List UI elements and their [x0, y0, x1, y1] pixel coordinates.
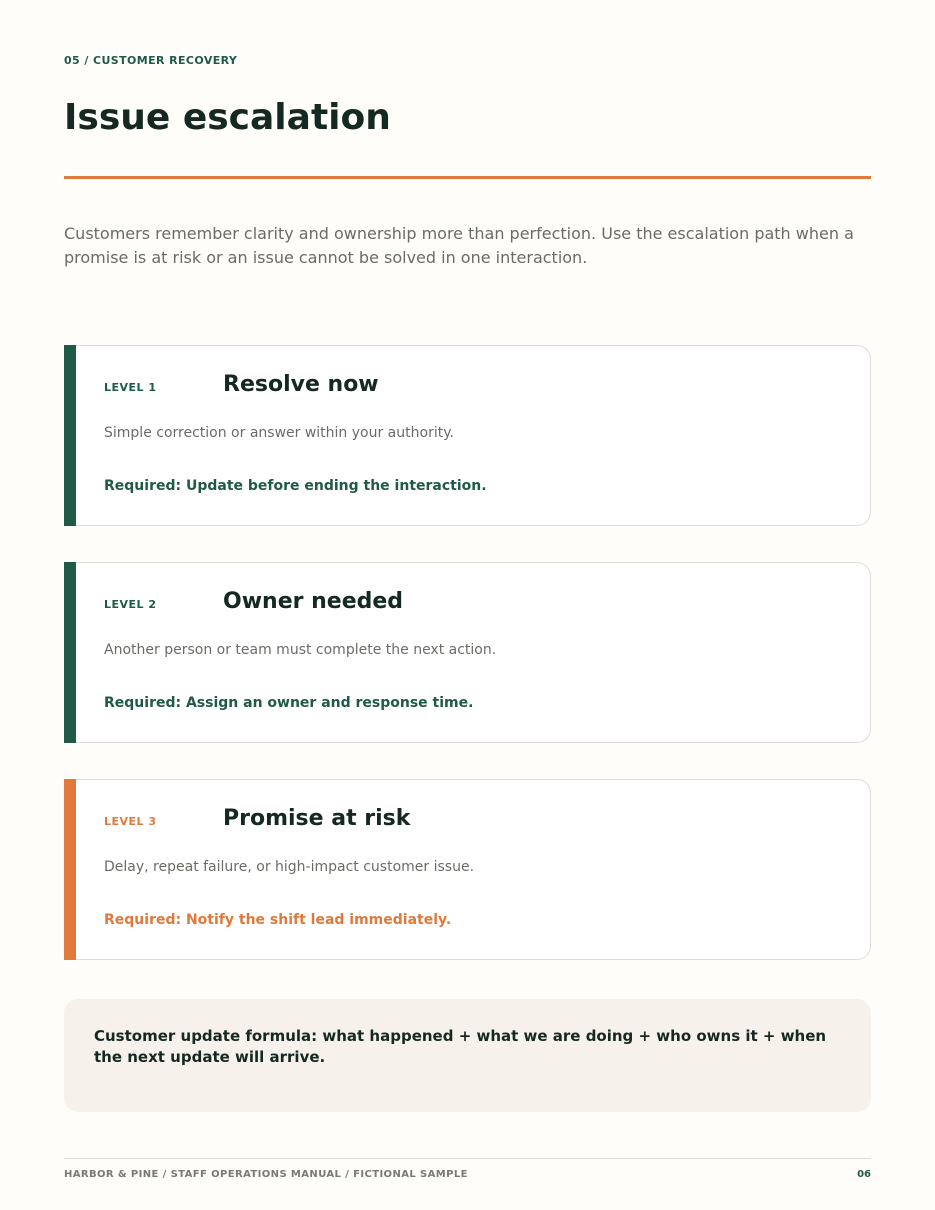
escalation-card-level-3: [64, 779, 871, 960]
card-title: Promise at risk: [223, 806, 411, 831]
update-formula-callout: [64, 999, 871, 1112]
card-requirement: Required: Notify the shift lead immediately.: [104, 912, 452, 928]
card-level-label: LEVEL 2: [104, 598, 157, 611]
card-description: Another person or team must complete the next action.: [104, 642, 497, 658]
footer-divider: [64, 1158, 871, 1159]
card-title: Owner needed: [223, 589, 404, 614]
card-description: Delay, repeat failure, or high-impact customer issue.: [104, 859, 475, 875]
title-divider: [64, 176, 871, 179]
escalation-card-level-2: [64, 562, 871, 743]
card-level-label: LEVEL 1: [104, 381, 157, 394]
manual-page: [64, 0, 871, 1210]
card-requirement: Required: Update before ending the interaction.: [104, 478, 487, 494]
section-kicker: 05 / CUSTOMER RECOVERY: [64, 54, 238, 67]
card-accent-bar: [64, 779, 76, 960]
card-requirement: Required: Assign an owner and response time.: [104, 695, 474, 711]
card-level-label: LEVEL 3: [104, 815, 157, 828]
page-number: 06: [857, 1169, 871, 1180]
escalation-card-level-1: [64, 345, 871, 526]
update-formula-text: Customer update formula: what happened + what we are doing + who owns it + when the next update will arrive.: [94, 1027, 827, 1066]
footer-label: HARBOR & PINE / STAFF OPERATIONS MANUAL / FICTIONAL SAMPLE: [64, 1169, 468, 1180]
card-title: Resolve now: [223, 372, 379, 397]
intro-paragraph: Customers remember clarity and ownership more than perfection. Use the escalation path when a promise is at risk or an issue cannot be solved in one interaction.: [64, 224, 854, 267]
page-title: Issue escalation: [64, 97, 391, 138]
card-accent-bar: [64, 562, 76, 743]
card-accent-bar: [64, 345, 76, 526]
card-description: Simple correction or answer within your authority.: [104, 425, 454, 441]
